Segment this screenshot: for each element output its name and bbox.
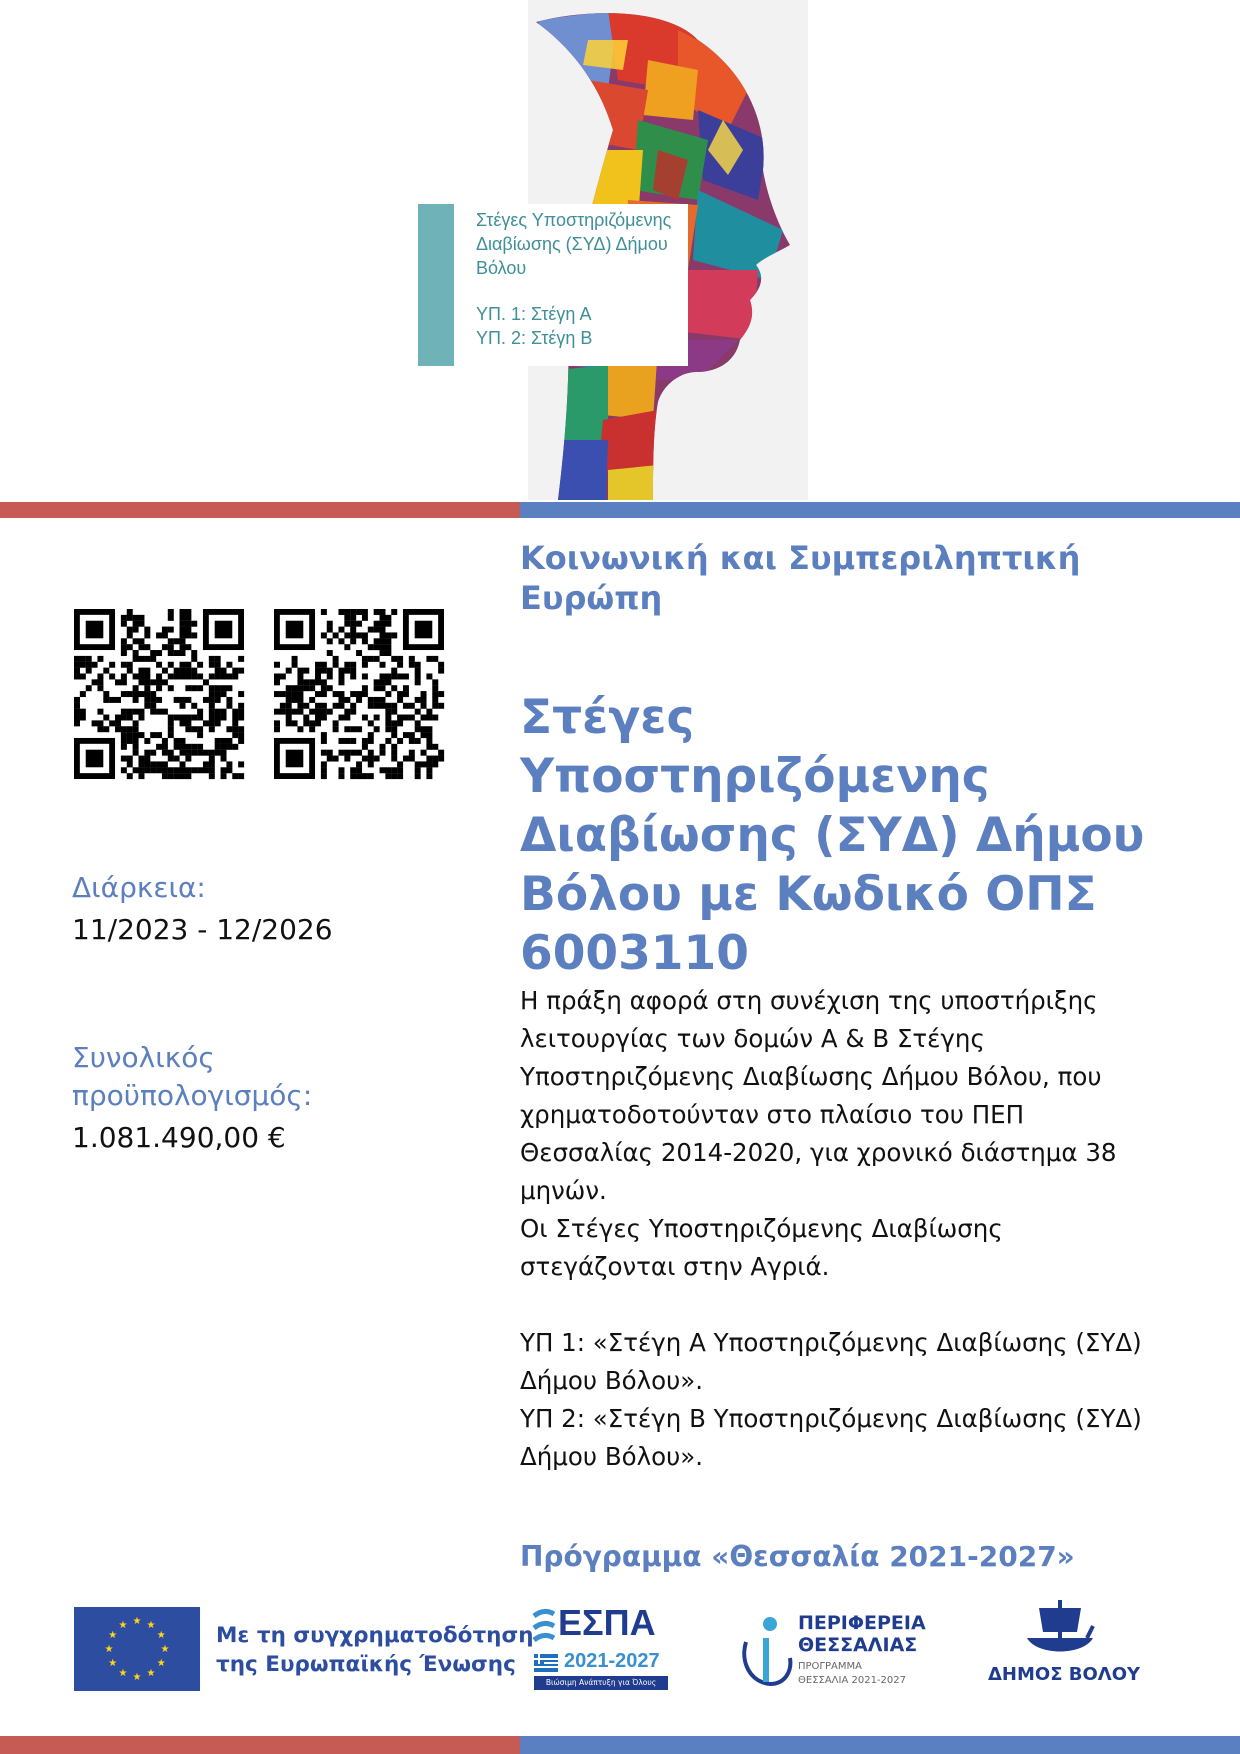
eu-star-icon: ★ — [156, 1658, 166, 1669]
description-paragraph: ΥΠ 1: «Στέγη Α Υποστηριζόμενης Διαβίωσης (ΣΥΔ) Δήμου Βόλου». — [520, 1328, 1142, 1395]
duration-value: 11/2023 - 12/2026 — [72, 913, 333, 946]
eu-text-line1: Με τη συγχρηματοδότηση — [216, 1623, 534, 1648]
hero-label-line: Βόλου — [476, 258, 527, 278]
espa-tagline: Βιώσιμη Ανάπτυξη για Όλους — [534, 1676, 668, 1690]
budget-value: 1.081.490,00 € — [72, 1121, 286, 1154]
hero-poster — [476, 0, 808, 500]
eu-star-icon: ★ — [160, 1644, 170, 1655]
title-line: Στέγες Υποστηριζόμενης — [520, 690, 990, 804]
program-name: Πρόγραμμα «Θεσσαλία 2021-2027» — [520, 1540, 1075, 1573]
eu-star-icon: ★ — [146, 1668, 156, 1680]
top-divider-red — [0, 502, 520, 518]
eu-star-icon: ★ — [132, 1672, 142, 1683]
region-program-line1: ΠΡΟΓΡΑΜΜΑ — [798, 1661, 862, 1672]
hero-label-line: Διαβίωσης (ΣΥΔ) Δήμου — [476, 234, 668, 254]
qr-code-2[interactable] — [274, 609, 444, 779]
region-name-line2: ΘΕΣΣΑΛΙΑΣ — [798, 1634, 918, 1656]
budget-block — [72, 1039, 472, 1157]
budget-label-line2: προϋπολογισμός: — [72, 1079, 313, 1112]
subtitle-line: Ευρώπη — [520, 579, 663, 617]
municipality-name: ΔΗΜΟΣ ΒΟΛΟΥ — [988, 1664, 1141, 1685]
eu-star-icon: ★ — [146, 1619, 156, 1631]
region-name-line1: ΠΕΡΙΦΕΡΕΙΑ — [798, 1612, 926, 1634]
hero-label — [418, 204, 688, 366]
greek-flag-icon — [534, 1654, 558, 1672]
bottom-divider-blue — [520, 1736, 1240, 1754]
description-paragraph: ΥΠ 2: «Στέγη Β Υποστηριζόμενης Διαβίωσης (ΣΥΔ) Δήμου Βόλου». — [520, 1404, 1142, 1471]
hero-label-line: Στέγες Υποστηριζόμενης — [476, 210, 672, 230]
subtitle-line: Κοινωνική και Συμπεριληπτική — [520, 539, 1081, 577]
description — [520, 982, 1160, 1476]
description-paragraph: Οι Στέγες Υποστηριζόμενης Διαβίωσης στεγάζονται στην Αγριά. — [520, 1214, 1003, 1281]
bottom-divider-red — [0, 1736, 520, 1754]
eu-flag-icon — [74, 1607, 200, 1691]
top-divider-blue — [520, 502, 1240, 518]
description-paragraph: Η πράξη αφορά στη συνέχιση της υποστήριξης λειτουργίας των δομών Α & Β Στέγης Υποστηριζόμενης Διαβίωσης Δήμου Βόλου, που χρηματοδοτούνταν στο πλαίσιο του ΠΕΠ Θεσσαλίας 2014-2020, για χρονικό διάστημα 38 μηνών. — [520, 986, 1117, 1205]
title-line: Διαβίωσης (ΣΥΔ) Δήμου — [520, 808, 1145, 863]
region-logo — [736, 1612, 936, 1692]
eu-text-line2: της Ευρωπαϊκής Ένωσης — [216, 1652, 516, 1677]
municipality-logo — [980, 1598, 1140, 1690]
page-title — [520, 688, 1160, 983]
qr-code-1[interactable] — [74, 609, 244, 779]
eu-star-icon: ★ — [108, 1658, 118, 1669]
espa-logo — [532, 1602, 672, 1690]
hero-unit-line: ΥΠ. 2: Στέγη Β — [476, 328, 593, 348]
budget-label-line1: Συνολικός — [72, 1041, 215, 1074]
hero-unit-line: ΥΠ. 1: Στέγη Α — [476, 304, 592, 324]
espa-swirl-icon — [532, 1608, 556, 1652]
eu-star-icon: ★ — [118, 1668, 128, 1680]
duration-label: Διάρκεια: — [72, 871, 206, 904]
ship-icon — [1025, 1598, 1095, 1660]
hero-label-tab — [418, 204, 454, 366]
eu-logo — [74, 1607, 534, 1691]
espa-title: ΕΣΠΑ — [558, 1602, 656, 1643]
title-line: 6003110 — [520, 926, 749, 981]
eu-star-icon: ★ — [156, 1630, 166, 1641]
eu-star-icon: ★ — [118, 1619, 128, 1631]
region-emblem-icon — [736, 1612, 794, 1692]
eu-star-icon: ★ — [104, 1644, 114, 1655]
duration-block — [72, 869, 472, 949]
eu-star-icon: ★ — [108, 1630, 118, 1641]
subtitle — [520, 538, 1140, 618]
eu-star-icon: ★ — [132, 1616, 142, 1627]
title-line: Βόλου με Κωδικό ΟΠΣ — [520, 867, 1097, 922]
region-program-line2: ΘΕΣΣΑΛΙΑ 2021-2027 — [798, 1675, 906, 1686]
espa-years: 2021-2027 — [564, 1650, 660, 1672]
